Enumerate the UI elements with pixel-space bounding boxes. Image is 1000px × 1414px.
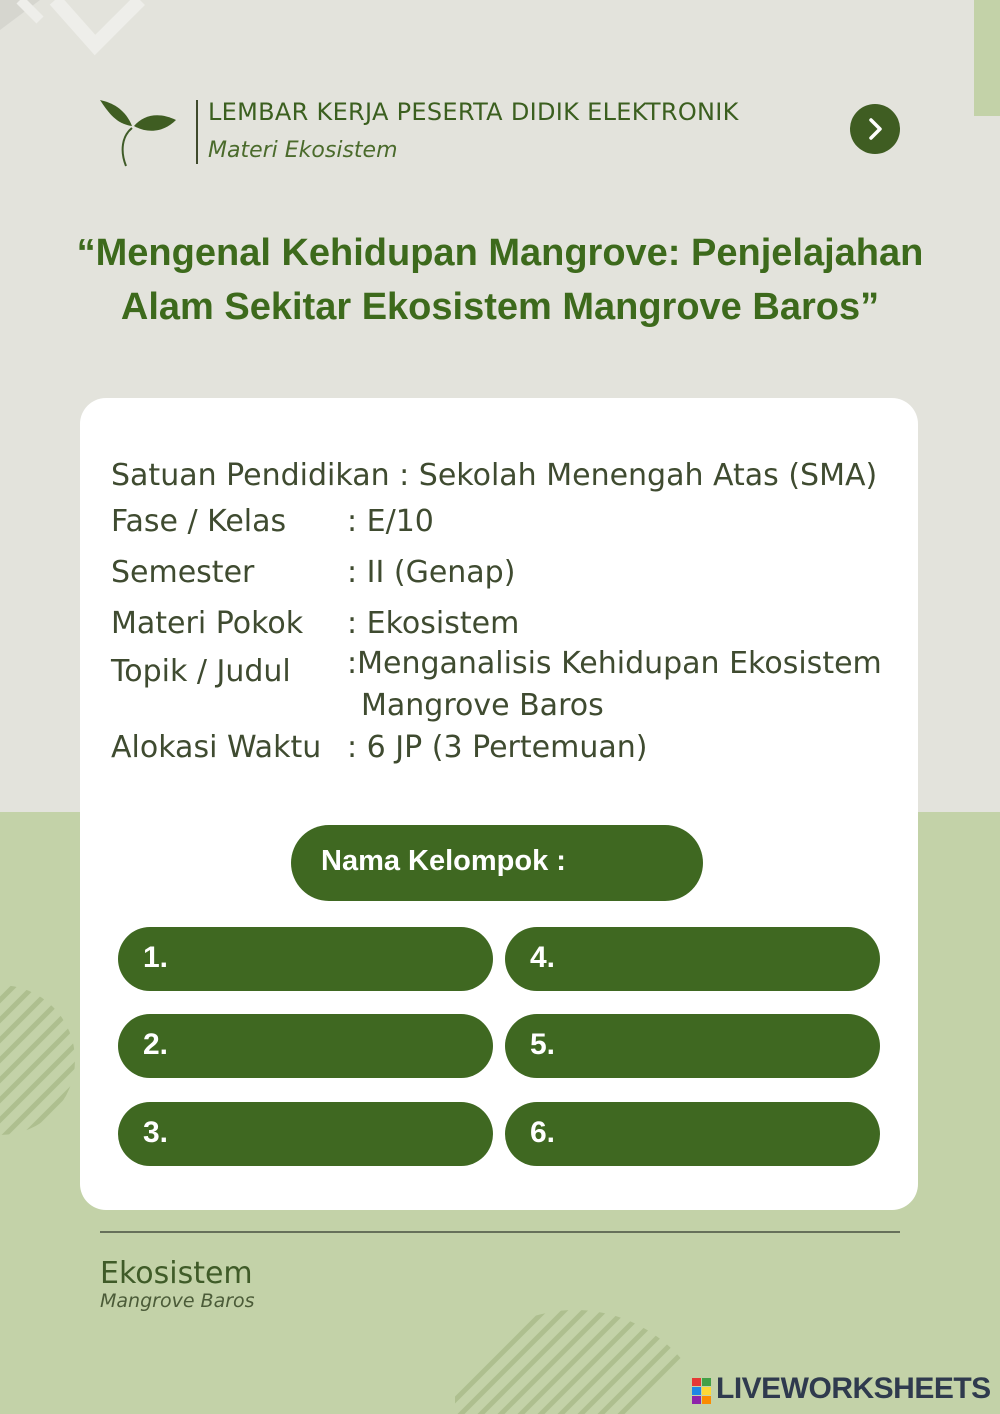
info-value: Mangrove Baros xyxy=(361,688,604,723)
member-number: 6. xyxy=(530,1116,556,1149)
info-label: Alokasi Waktu xyxy=(111,730,322,765)
header xyxy=(98,96,918,170)
footer-divider xyxy=(100,1231,900,1233)
group-name-text: Nama Kelompok : xyxy=(321,845,566,877)
right-edge-strip xyxy=(974,0,1000,116)
member-number: 5. xyxy=(530,1028,556,1061)
member-field-5[interactable] xyxy=(505,1014,880,1078)
footer-title: Ekosistem xyxy=(100,1256,253,1291)
footer-subtitle: Mangrove Baros xyxy=(100,1290,255,1312)
member-field-6[interactable] xyxy=(505,1102,880,1166)
next-page-button[interactable] xyxy=(850,104,900,154)
info-value: : II (Genap) xyxy=(347,555,516,590)
member-field-1[interactable] xyxy=(118,927,493,991)
header-subtitle: Materi Ekosistem xyxy=(208,138,398,163)
main-title-line-1: “Mengenal Kehidupan Mangrove: Penjelajahan xyxy=(76,232,924,274)
info-label: Topik / Judul xyxy=(111,654,291,689)
liveworksheets-logo[interactable] xyxy=(692,1372,992,1408)
member-field-2[interactable] xyxy=(118,1014,493,1078)
info-value: : 6 JP (3 Pertemuan) xyxy=(347,730,648,765)
liveworksheets-wordmark: LIVEWORKSHEETS xyxy=(716,1372,991,1405)
striped-bottom-decoration xyxy=(455,1300,695,1414)
striped-semicircle-decoration xyxy=(0,920,80,1200)
corner-decoration xyxy=(0,0,150,70)
info-value: : Ekosistem xyxy=(347,606,520,641)
school-line: Satuan Pendidikan : Sekolah Menengah Atas (SMA) xyxy=(111,458,878,493)
info-label: Fase / Kelas xyxy=(111,504,287,539)
main-title-line-2: Alam Sekitar Ekosistem Mangrove Baros” xyxy=(120,286,880,328)
member-field-4[interactable] xyxy=(505,927,880,991)
member-number: 1. xyxy=(143,941,169,974)
chevron-right-icon xyxy=(850,104,900,154)
member-number: 2. xyxy=(143,1028,169,1061)
main-title xyxy=(0,226,1000,334)
group-name-label xyxy=(291,825,703,901)
member-number: 4. xyxy=(530,941,556,974)
info-label: Materi Pokok xyxy=(111,606,304,641)
sprout-icon xyxy=(98,96,178,168)
header-divider xyxy=(196,100,198,164)
info-label: Semester xyxy=(111,555,255,590)
member-field-3[interactable] xyxy=(118,1102,493,1166)
liveworksheets-badge-icon xyxy=(692,1378,712,1404)
member-number: 3. xyxy=(143,1116,169,1149)
header-title: LEMBAR KERJA PESERTA DIDIK ELEKTRONIK xyxy=(208,98,739,126)
info-value: :Menganalisis Kehidupan Ekosistem xyxy=(347,646,882,681)
info-value: : E/10 xyxy=(347,504,434,539)
identity-card xyxy=(80,398,918,1210)
